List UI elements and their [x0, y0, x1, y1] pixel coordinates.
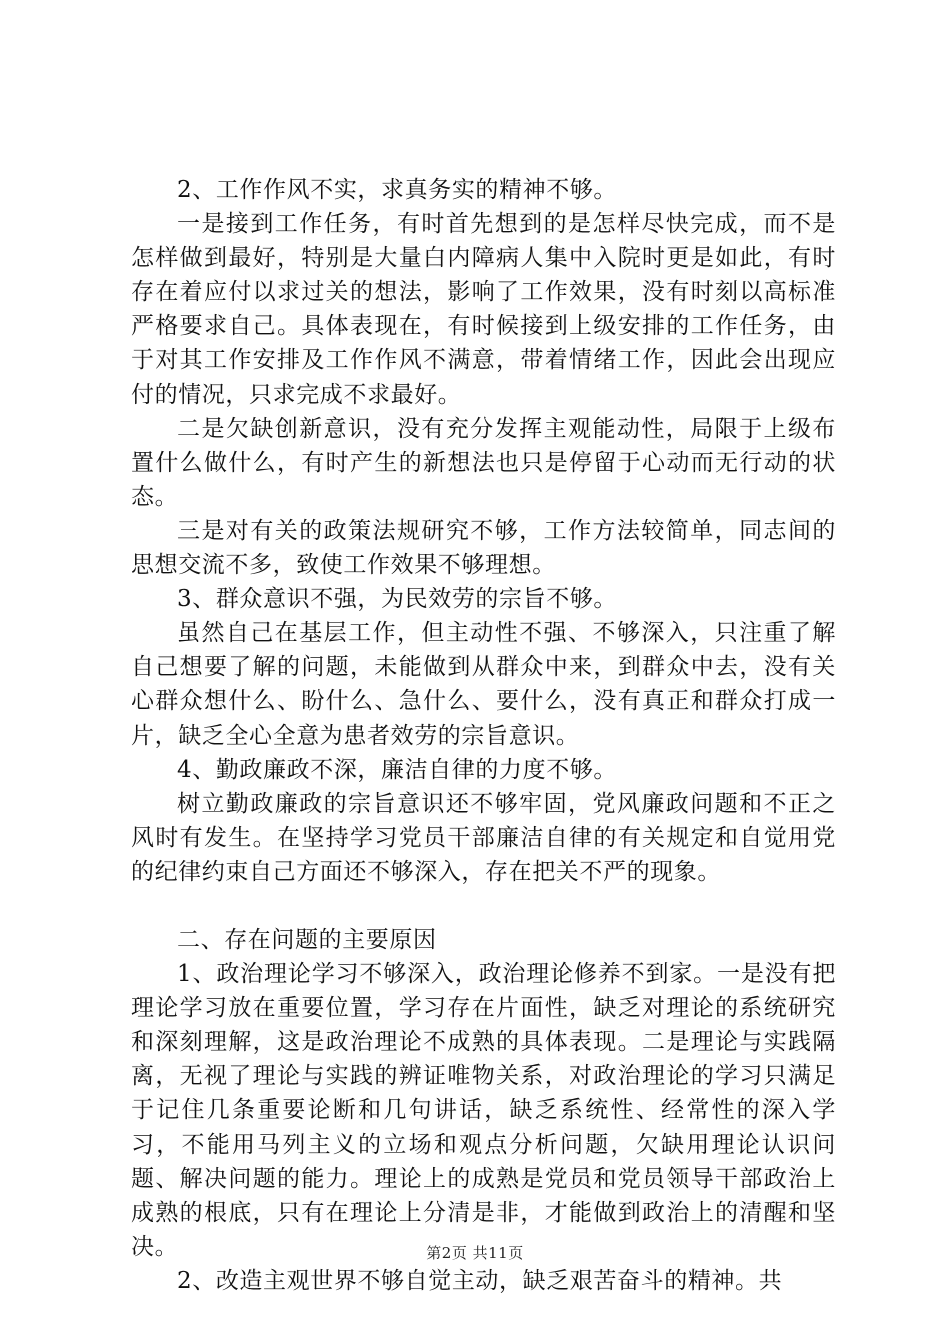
section-heading-main-causes: 二、存在问题的主要原因	[177, 926, 437, 953]
paragraph-heading-integrity: 4、勤政廉政不深，廉洁自律的力度不够。	[177, 756, 618, 783]
paragraph-heading-work-style: 2、工作作风不实，求真务实的精神不够。	[177, 177, 618, 203]
paragraph-work-style-point-1: 一是接到工作任务，有时首先想到的是怎样尽快完成，而不是怎样做到最好，特别是大量白内障病人集中入院时更是如此，有时存在着应付以求过关的想法，影响了工作效果，没有时刻以高标准严格要求自己。具体表现在，有时候接到上级安排的工作任务，由于对其工作安排及工作作风不满意，带着情绪工作，因此会出现应付的情况，只求完成不求最好。	[131, 211, 836, 408]
paragraph-subjective-world: 2、改造主观世界不够自觉主动，缺乏艰苦奋斗的精神。共	[177, 1267, 783, 1294]
paragraph-heading-mass-awareness: 3、群众意识不强，为民效劳的宗旨不够。	[177, 586, 618, 613]
paragraph-theory-study: 1、政治理论学习不够深入，政治理论修养不到家。一是没有把理论学习放在重要位置，学习存在片面性，缺乏对理论的系统研究和深刻理解，这是政治理论不成熟的具体表现。二是理论与实践隔离，无视了理论与实践的辨证唯物关系，对政治理论的学习只满足于记住几条重要论断和几句讲话，缺乏系统性、经常性的深入学习，不能用马列主义的立场和观点分析问题，欠缺用理论认识问题、解决问题的能力。理论上的成熟是党员和党员领导干部政治上成熟的根底，只有在理论上分清是非，才能做到政治上的清醒和坚决。	[131, 961, 836, 1260]
paragraph-integrity-body: 树立勤政廉政的宗旨意识还不够牢固，党风廉政问题和不正之风时有发生。在坚持学习党员干部廉洁自律的有关规定和自觉用党的纪律约束自己方面还不够深入，存在把关不严的现象。	[131, 790, 836, 885]
page-number-footer: 第2页 共11页	[426, 1244, 524, 1262]
paragraph-spacer	[131, 889, 836, 923]
paragraph-work-style-point-3: 三是对有关的政策法规研究不够，工作方法较简单，同志间的思想交流不多，致使工作效果不够理想。	[131, 517, 836, 579]
document-body	[131, 173, 836, 1298]
paragraph-mass-awareness-body: 虽然自己在基层工作，但主动性不强、不够深入，只注重了解自己想要了解的问题，未能做到从群众中来，到群众中去，没有关心群众想什么、盼什么、急什么、要什么，没有真正和群众打成一片，缺乏全心全意为患者效劳的宗旨意识。	[131, 620, 836, 749]
paragraph-work-style-point-2: 二是欠缺创新意识，没有充分发挥主观能动性，局限于上级布置什么做什么，有时产生的新想法也只是停留于心动而无行动的状态。	[131, 415, 836, 510]
